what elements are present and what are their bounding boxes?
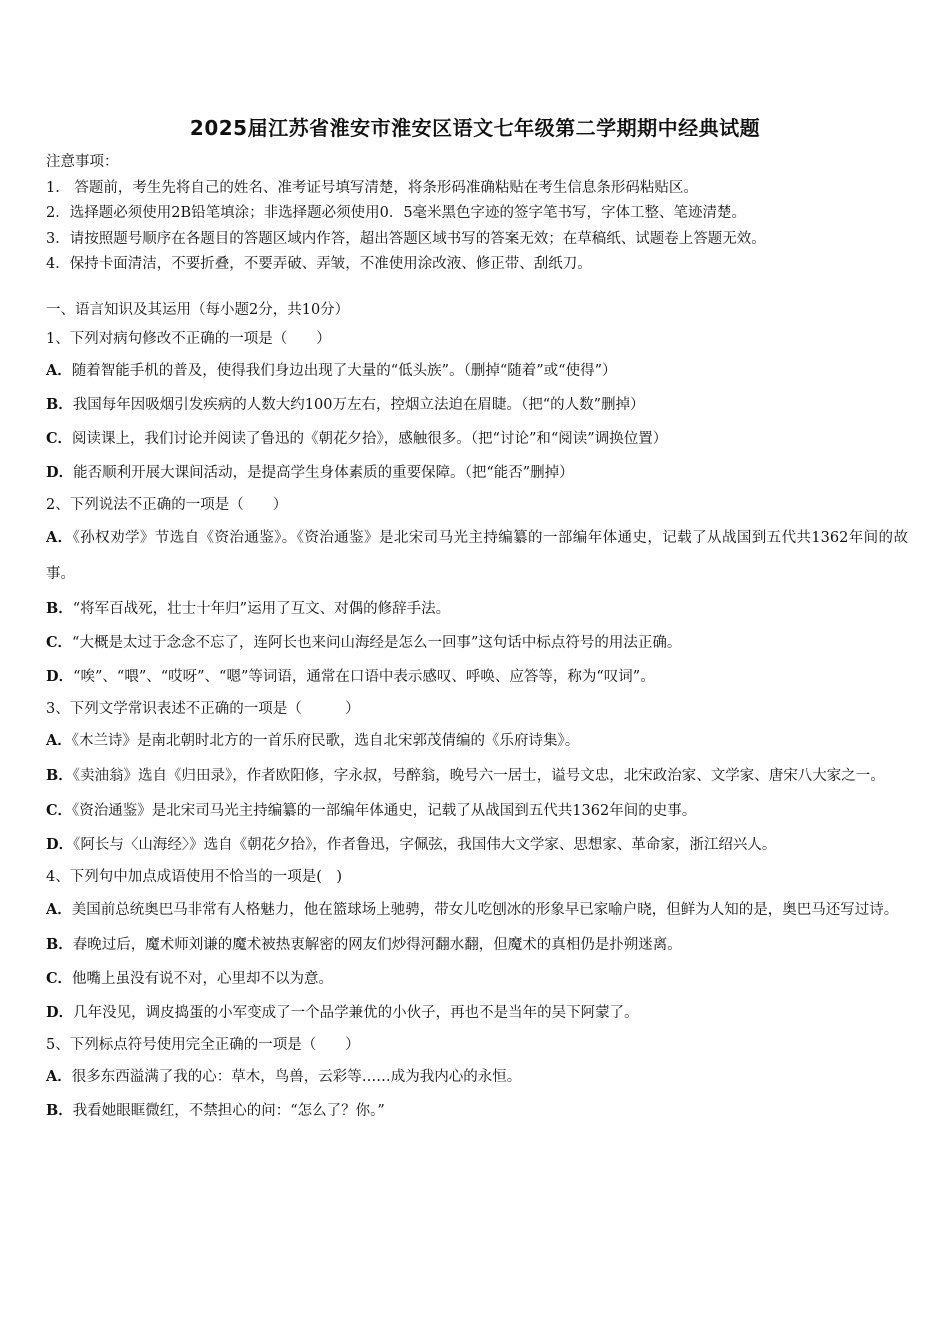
section-heading: 一、语言知识及其运用（每小题2分，共10分） bbox=[46, 302, 350, 318]
option-letter: C． bbox=[46, 970, 73, 987]
question-stem: 4、下列句中加点成语使用不恰当的一项是( ) bbox=[46, 869, 343, 885]
option-letter: B． bbox=[46, 936, 73, 953]
option bbox=[46, 626, 908, 660]
notice-heading: 注意事项： bbox=[46, 154, 119, 170]
option-text: “唉”、“喂”、“哎呀”、“嗯”等词语，通常在口语中表示感叹、呼唤、应答等，称为“叹词”。 bbox=[73, 669, 655, 685]
option bbox=[46, 354, 908, 388]
option bbox=[46, 962, 908, 996]
option-text: 能否顺利开展大课间活动，是提高学生身体素质的重要保障。（把“能否”删掉） bbox=[73, 465, 574, 481]
option bbox=[46, 996, 908, 1030]
option-text: 美国前总统奥巴马非常有人格魅力，他在篮球场上驰骋，带女儿吃刨冰的形象早已家喻户晓，但鲜为人知的是，奥巴马还写过诗。 bbox=[71, 902, 899, 918]
option bbox=[46, 456, 908, 490]
option bbox=[46, 1060, 908, 1094]
option-letter: D． bbox=[46, 836, 74, 853]
notice-item: 2．选择题必须使用2B铅笔填涂；非选择题必须使用0．5毫米黑色字迹的签字笔书写，字体工整、笔迹清楚。 bbox=[46, 205, 747, 221]
notice-block bbox=[46, 150, 916, 278]
option-text: 春晚过后，魔术师刘谦的魔术被热衷解密的网友们炒得河翻水翻，但魔术的真相仍是扑朔迷离。 bbox=[72, 937, 682, 953]
option-letter: B． bbox=[46, 767, 73, 784]
option bbox=[46, 794, 908, 828]
option-text: 我看她眼眶微红，不禁担心的问：“怎么了？你。” bbox=[72, 1103, 385, 1119]
question-stem: 3、下列文学常识表述不正确的一项是（ ） bbox=[46, 701, 360, 717]
option-letter: C． bbox=[46, 634, 73, 651]
option bbox=[46, 388, 908, 422]
option-text: 《孙权劝学》节选自《资治通鉴》。《资治通鉴》是北宋司马光主持编纂的一部编年体通史，记载了从战国到五代共1362年间的故事。 bbox=[46, 530, 908, 582]
question-stem: 2、下列说法不正确的一项是（ ） bbox=[46, 497, 288, 513]
option bbox=[46, 892, 908, 928]
notice-item: 3．请按照题号顺序在各题目的答题区域内作答，超出答题区域书写的答案无效；在草稿纸、试题卷上答题无效。 bbox=[46, 230, 766, 247]
page-title: 2025届江苏省淮安市淮安区语文七年级第二学期期中经典试题 bbox=[189, 116, 761, 140]
option bbox=[46, 724, 908, 758]
option-text: 很多东西溢满了我的心：草木，鸟兽，云彩等……成为我内心的永恒。 bbox=[71, 1069, 522, 1085]
option-text: “大概是太过于念念不忘了，连阿长也来问山海经是怎么一回事”这句话中标点符号的用法正确。 bbox=[72, 635, 682, 651]
option-text: 《阿长与〈山海经〉》选自《朝花夕拾》，作者鲁迅，字佩弦，我国伟大文学家、思想家、革命家，浙江绍兴人。 bbox=[73, 837, 777, 853]
option bbox=[46, 422, 908, 456]
option bbox=[46, 828, 908, 862]
option-letter: A． bbox=[46, 362, 72, 379]
option-letter: B． bbox=[46, 396, 73, 413]
option-letter: A． bbox=[46, 732, 72, 749]
option-letter: A． bbox=[46, 529, 73, 546]
option-text: 我国每年因吸烟引发疾病的人数大约100万左右，控烟立法迫在眉睫。（把“的人数”删掉） bbox=[72, 397, 645, 413]
option-text: 阅读课上，我们讨论并阅读了鲁迅的《朝花夕拾》，感触很多。（把“讨论”和“阅读”调换位置） bbox=[72, 431, 668, 447]
option-text: “将军百战死，壮士十年归”运用了互文、对偶的修辞手法。 bbox=[72, 601, 451, 617]
question-stem: 1、下列对病句修改不正确的一项是（ ） bbox=[46, 331, 331, 347]
option-letter: A． bbox=[46, 1068, 72, 1085]
option-letter: D． bbox=[46, 464, 74, 481]
option-letter: C． bbox=[46, 430, 73, 447]
option-text: 《木兰诗》是南北朝时北方的一首乐府民歌，选自北宋郭茂倩编的《乐府诗集》。 bbox=[71, 733, 580, 749]
questions-block bbox=[46, 296, 908, 1128]
option-text: 随着智能手机的普及，使得我们身边出现了大量的“低头族”。（删掉“随着”或“使得”） bbox=[71, 363, 617, 379]
option bbox=[46, 520, 908, 592]
option-letter: C． bbox=[46, 802, 73, 819]
option-letter: A． bbox=[46, 901, 72, 918]
question-stem: 5、下列标点符号使用完全正确的一项是（ ） bbox=[46, 1037, 360, 1053]
option-text: 《卖油翁》选自《归田录》，作者欧阳修，字永叔，号醉翁，晚号六一居士，谥号文忠，北宋政治家、文学家、唐宋八大家之一。 bbox=[72, 768, 885, 784]
option bbox=[46, 928, 908, 962]
option-letter: B． bbox=[46, 1102, 73, 1119]
notice-item: 4．保持卡面清洁，不要折叠，不要弄破、弄皱，不准使用涂改液、修正带、刮纸刀。 bbox=[46, 256, 592, 272]
option-letter: D． bbox=[46, 668, 74, 685]
option bbox=[46, 592, 908, 626]
option-letter: B． bbox=[46, 600, 73, 617]
option bbox=[46, 1094, 908, 1128]
option-letter: D． bbox=[46, 1004, 74, 1021]
option bbox=[46, 660, 908, 694]
option-text: 他嘴上虽没有说不对，心里却不以为意。 bbox=[72, 971, 334, 987]
option-text: 《资治通鉴》是北宋司马光主持编纂的一部编年体通史，记载了从战国到五代共1362年间的史事。 bbox=[72, 803, 697, 819]
option-text: 几年没见，调皮捣蛋的小军变成了一个品学兼优的小伙子，再也不是当年的吴下阿蒙了。 bbox=[73, 1005, 639, 1021]
notice-item: 1. 答题前，考生先将自己的姓名、准考证号填写清楚，将条形码准确粘贴在考生信息条形码粘贴区。 bbox=[46, 179, 698, 196]
option bbox=[46, 758, 908, 794]
